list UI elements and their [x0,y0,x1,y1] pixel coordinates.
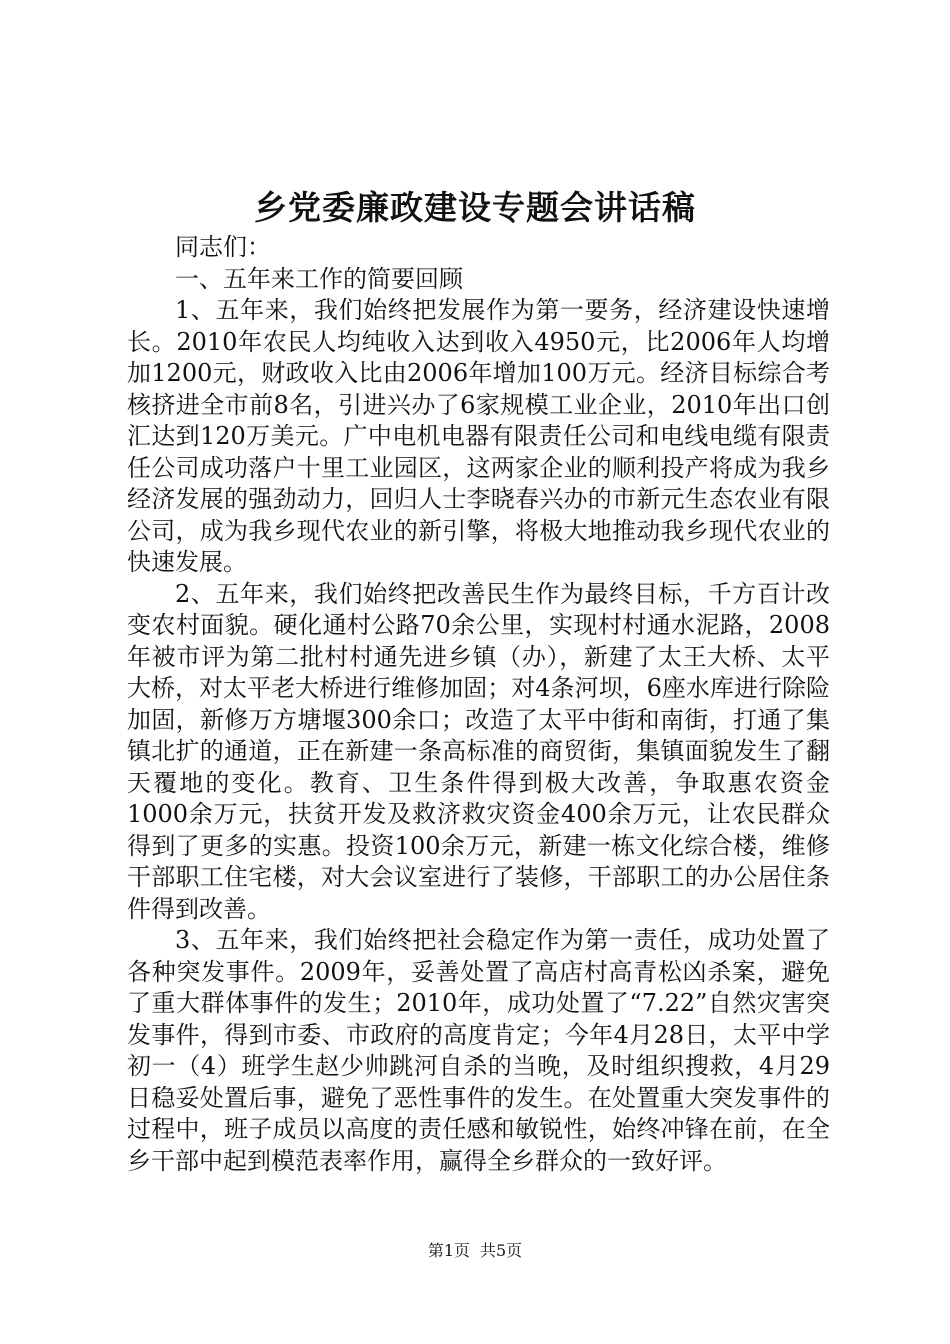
body-paragraph-stability: 3、五年来，我们始终把社会稳定作为第一责任，成功处置了各种突发事件。2009年，妥善处置了高店村高青松凶杀案，避免了重大群体事件的发生；2010年，成功处置了“7.22”自然灾害突发事件，得到市委、市政府的高度肯定；今年4月28日，太平中学初一（4）班学生赵少帅跳河自杀的当晚，及时组织搜救，4月29日稳妥处置后事，避免了恶性事件的发生。在处置重大突发事件的过程中，班子成员以高度的责任感和敏锐性，始终冲锋在前，在全乡干部中起到模范表率作用，赢得全乡群众的一致好评。 [127,926,830,1175]
salutation-paragraph: 同志们： [175,233,271,261]
page-footer [0,1240,950,1262]
document-title: 乡党委廉政建设专题会讲话稿 [254,188,696,227]
section-heading: 一、五年来工作的简要回顾 [175,264,463,293]
document-body [127,232,830,1177]
body-paragraph-economy: 1、五年来，我们始终把发展作为第一要务，经济建设快速增长。2010年农民人均纯收入达到收入4950元，比2006年人均增加1200元，财政收入比由2006年增加100万元。经济目标综合考核挤进全市前8名，引进兴办了6家规模工业企业，2010年出口创汇达到120万美元。广中电机电器有限责任公司和电线电缆有限责任公司成功落户十里工业园区，这两家企业的顺利投产将成为我乡经济发展的强劲动力，回归人士李晓春兴办的市新元生态农业有限公司，成为我乡现代农业的新引擎，将极大地推动我乡现代农业的快速发展。 [127,296,830,576]
body-paragraph-livelihood: 2、五年来，我们始终把改善民生作为最终目标，千方百计改变农村面貌。硬化通村公路70余公里，实现村村通水泥路，2008年被市评为第二批村村通先进乡镇（办），新建了太王大桥、太平大桥，对太平老大桥进行维修加固；对4条河坝，6座水库进行除险加固，新修万方塘堰300余口；改造了太平中街和南街，打通了集镇北扩的通道，正在新建一条高标准的商贸街，集镇面貌发生了翻天覆地的变化。教育、卫生条件得到极大改善，争取惠农资金1000余万元，扶贫开发及救济救灾资金400余万元，让农民群众得到了更多的实惠。投资100余万元，新建一栋文化综合楼，维修干部职工住宅楼，对大会议室进行了装修，干部职工的办公居住条件得到改善。 [127,579,830,923]
page-number: 第1页 [427,1241,470,1260]
page-total: 共5页 [480,1241,523,1260]
